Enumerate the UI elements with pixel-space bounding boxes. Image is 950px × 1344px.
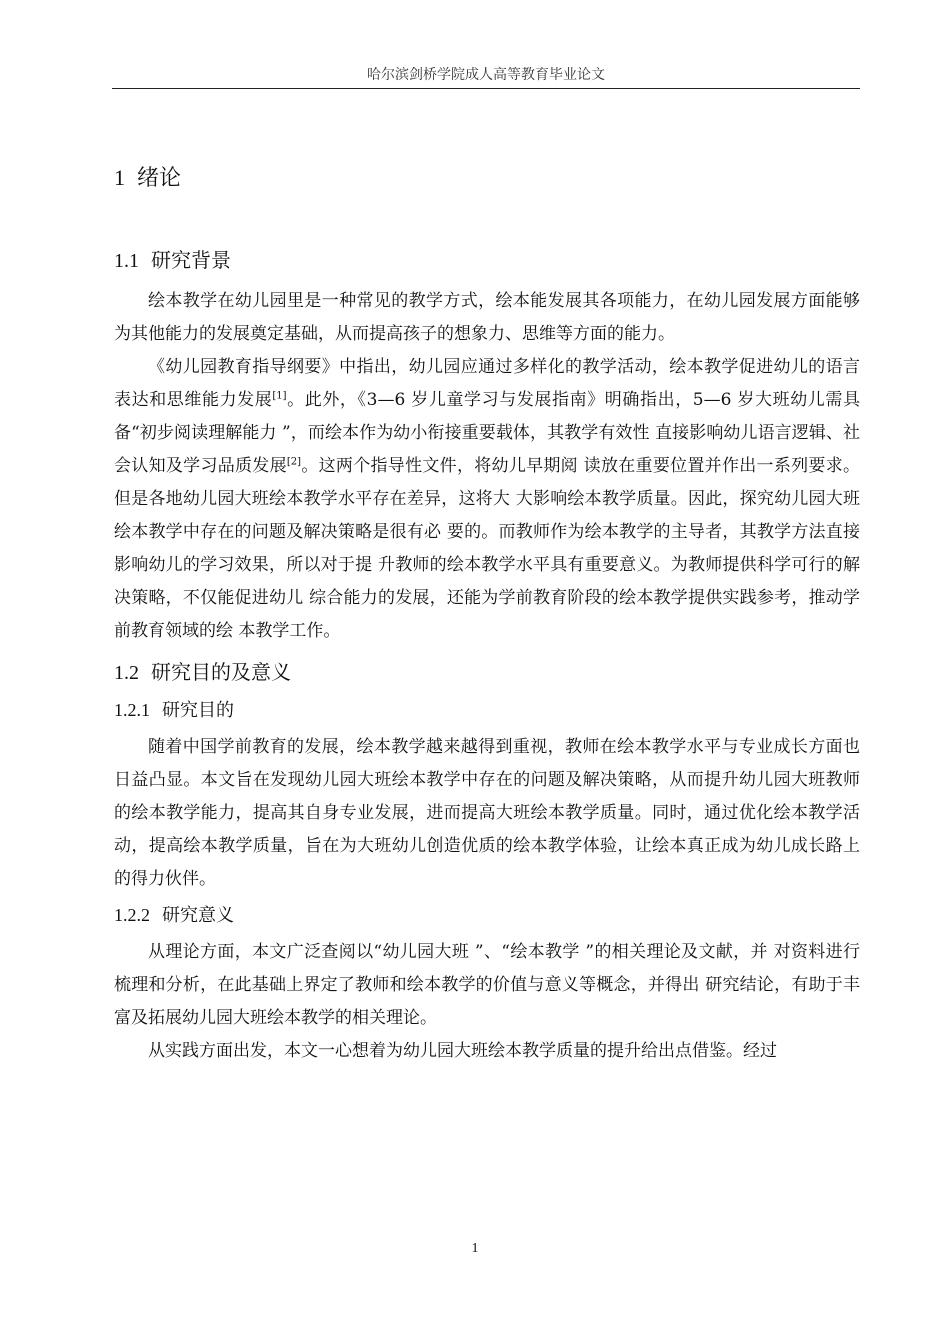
header-divider <box>112 88 860 89</box>
paragraph-background-2 <box>114 351 860 648</box>
section-heading-1-2 <box>114 656 860 689</box>
paragraph-text: 。此外，《3—6 岁儿童学习与发展指南》明确指出，5—6 岁大班幼儿需具备“初步阅读理解能力 ”，而绘本作为幼小衔接重要载体，其教学有效性 直接影响幼儿语言逻辑、社会认知及学习品质发展 <box>114 390 861 476</box>
chapter-number: 1 <box>114 165 125 190</box>
running-header: 哈尔滨剑桥学院成人高等教育毕业论文 <box>367 67 605 83</box>
subsection-number: 1.2.2 <box>114 905 150 925</box>
chapter-title: 绪论 <box>137 166 182 191</box>
section-title: 研究目的及意义 <box>151 660 291 684</box>
section-title: 研究背景 <box>151 248 231 272</box>
paragraph-purpose: 随着中国学前教育的发展，绘本教学越来越得到重视，教师在绘本教学水平与专业成长方面也日益凸显。本文旨在发现幼儿园大班绘本教学中存在的问题及解决策略，从而提升幼儿园大班教师的绘本教学能力，提高其自身专业发展，进而提高大班绘本教学质量。同时，通过优化绘本教学活动，提高绘本教学质量，旨在为大班幼儿创造优质的绘本教学体验，让绘本真正成为幼儿成长路上的得力伙伴。 <box>114 737 860 889</box>
subsection-number: 1.2.1 <box>114 700 150 720</box>
citation-ref-2: [2] <box>286 456 302 468</box>
subsection-title: 研究目的 <box>162 700 234 721</box>
page-body <box>114 160 860 1068</box>
subsection-heading-1-2-1 <box>114 695 860 726</box>
paragraph-significance-practice: 从实践方面出发，本文一心想着为幼儿园大班绘本教学质量的提升给出点借鉴。经过 <box>148 1041 777 1061</box>
citation-ref-1: [1] <box>272 390 287 402</box>
chapter-heading <box>114 160 860 196</box>
subsection-heading-1-2-2 <box>114 900 860 931</box>
paragraph-significance-theory: 从理论方面，本文广泛查阅以“幼儿园大班 ”、“绘本教学 ”的相关理论及文献，并 对资料进行梳理和分析，在此基础上界定了教师和绘本教学的价值与意义等概念，并得出 研究结论，有助于丰富及拓展幼儿园大班绘本教学的相关理论。 <box>114 942 860 1028</box>
paragraph-text: 《幼儿园教育指导纲要》中指出，幼儿园应通过多样化的教学活动，绘本教学促进幼儿的语言表达和思维能力发展 <box>114 357 860 410</box>
section-number: 1.2 <box>114 662 139 684</box>
section-heading-1-1 <box>114 244 860 277</box>
paragraph-text: 。这两个指导性文件，将幼儿早期阅 读放在重要位置并作出一系列要求。但是各地幼儿园大班绘本教学水平存在差异，这将大 大影响绘本教学质量。因此，探究幼儿园大班绘本教学中存在的问题及解决策略是很有必 要的。而教师作为绘本教学的主导者，其教学方法直接影响幼儿的学习效果，所以对于提 升教师的绘本教学水平具有重要意义。为教师提供科学可行的解决策略，不仅能促进幼儿 综合能力的发展，还能为学前教育阶段的绘本教学提供实践参考，推动学前教育领域的绘 本教学工作。 <box>114 456 860 641</box>
subsection-title: 研究意义 <box>162 905 234 926</box>
page-number: 1 <box>471 1241 479 1256</box>
paragraph-background-1: 绘本教学在幼儿园里是一种常见的教学方式，绘本能发展其各项能力，在幼儿园发展方面能够为其他能力的发展奠定基础，从而提高孩子的想象力、思维等方面的能力。 <box>114 291 860 344</box>
section-number: 1.1 <box>114 250 139 272</box>
